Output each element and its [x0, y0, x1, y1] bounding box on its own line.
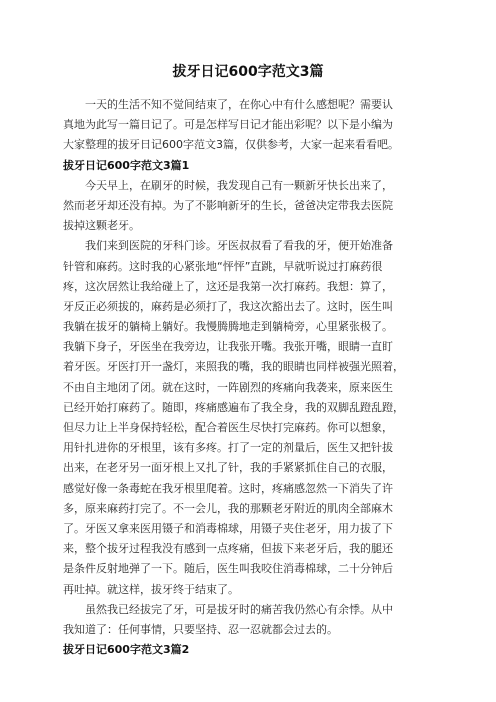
- paragraph-line: 牙反正必须拔的，麻药是必须打了，我这次豁出去了。这时，医生叫: [63, 299, 393, 313]
- paragraph-line: 一天的生活不知不觉间结束了，在你心中有什么感想呢？需要认: [85, 98, 393, 111]
- document-body: [63, 95, 435, 660]
- paragraph-line: 着牙医。牙医打开一盏灯，来照我的嘴，我的眼睛也同样被强光照着，: [63, 360, 404, 374]
- paragraph-line: 来，整个拔牙过程我没有感到一点疼痛，但拔下来老牙后，我的腿还: [63, 542, 393, 556]
- section-heading: 拔牙日记600字范文3篇1: [63, 158, 190, 172]
- paragraph-line: 了。牙医又拿来医用镊子和消毒棉球，用镊子夹住老牙，用力拔了下: [63, 521, 393, 535]
- paragraph-line: 拔掉这颗老牙。: [63, 219, 140, 233]
- paragraph-line: 已经开始打麻药了。随即，疼痛感遍布了我全身，我的双脚乱蹬乱蹬，: [63, 400, 404, 414]
- paragraph-line: 我们来到医院的牙科门诊。牙医叔叔看了看我的牙，便开始准备: [85, 239, 393, 253]
- paragraph-line: 今天早上，在刷牙的时候，我发现自己有一颗新牙快长出来了，: [85, 178, 393, 192]
- paragraph-line: 疼，这次居然让我给碰上了，这还是我第一次打麻药。我想：算了，: [63, 279, 393, 293]
- paragraph-line: 不由自主地闭了闭。就在这时，一阵剧烈的疼痛向我袭来，原来医生: [63, 380, 393, 394]
- document-title: 拔牙日记600字范文3篇: [172, 64, 324, 80]
- paragraph-line: 我知道了：任何事情，只要坚持、忍一忍就都会过去的。: [63, 622, 338, 636]
- paragraph-line: 我躺下身子，牙医坐在我旁边，让我张开嘴。我张开嘴，眼睛一直盯: [63, 340, 393, 354]
- paragraph-line: 大家整理的拔牙日记600字范文3篇，仅供参考，大家一起来看看吧。: [63, 138, 399, 152]
- paragraph-line: 用针扎进你的牙根里，该有多疼。打了一定的剂量后，医生又把针拔: [63, 441, 393, 455]
- paragraph-line: 感觉好像一条毒蛇在我牙根里爬着。这时，疼痛感忽然一下消失了许: [63, 481, 393, 495]
- paragraph-line: 再吐掉。就这样，拔牙终于结束了。: [63, 582, 239, 596]
- paragraph-line: 是条件反射地弹了一下。随后，医生叫我咬住消毒棉球，二十分钟后: [63, 562, 393, 576]
- paragraph-line: 但尽力让上半身保持轻松，配合着医生尽快打完麻药。你可以想象，: [63, 421, 393, 434]
- paragraph-line: 针管和麻药。这时我的心紧张地“怦怦”直跳，早就听说过打麻药很: [63, 259, 383, 273]
- section-heading: 拔牙日记600字范文3篇2: [63, 643, 190, 657]
- paragraph-line: 真地为此写一篇日记了。可是怎样写日记才能出彩呢？以下是小编为: [63, 118, 393, 132]
- paragraph-line: 虽然我已经拔完了牙，可是拔牙时的痛苦我仍然心有余悸。从中: [85, 602, 393, 616]
- paragraph-line: 我躺在拔牙的躺椅上躺好。我慢腾腾地走到躺椅旁，心里紧张极了。: [63, 320, 393, 334]
- paragraph-line: 出来，在老牙另一面牙根上又扎了针，我的手紧紧抓住自己的衣服，: [63, 461, 393, 475]
- paragraph-line: 然而老牙却还没有掉。为了不影响新牙的生长，爸爸决定带我去医院: [63, 198, 393, 212]
- paragraph-line: 多，原来麻药打完了。不一会儿，我的那颗老牙附近的肌肉全部麻木: [63, 501, 393, 515]
